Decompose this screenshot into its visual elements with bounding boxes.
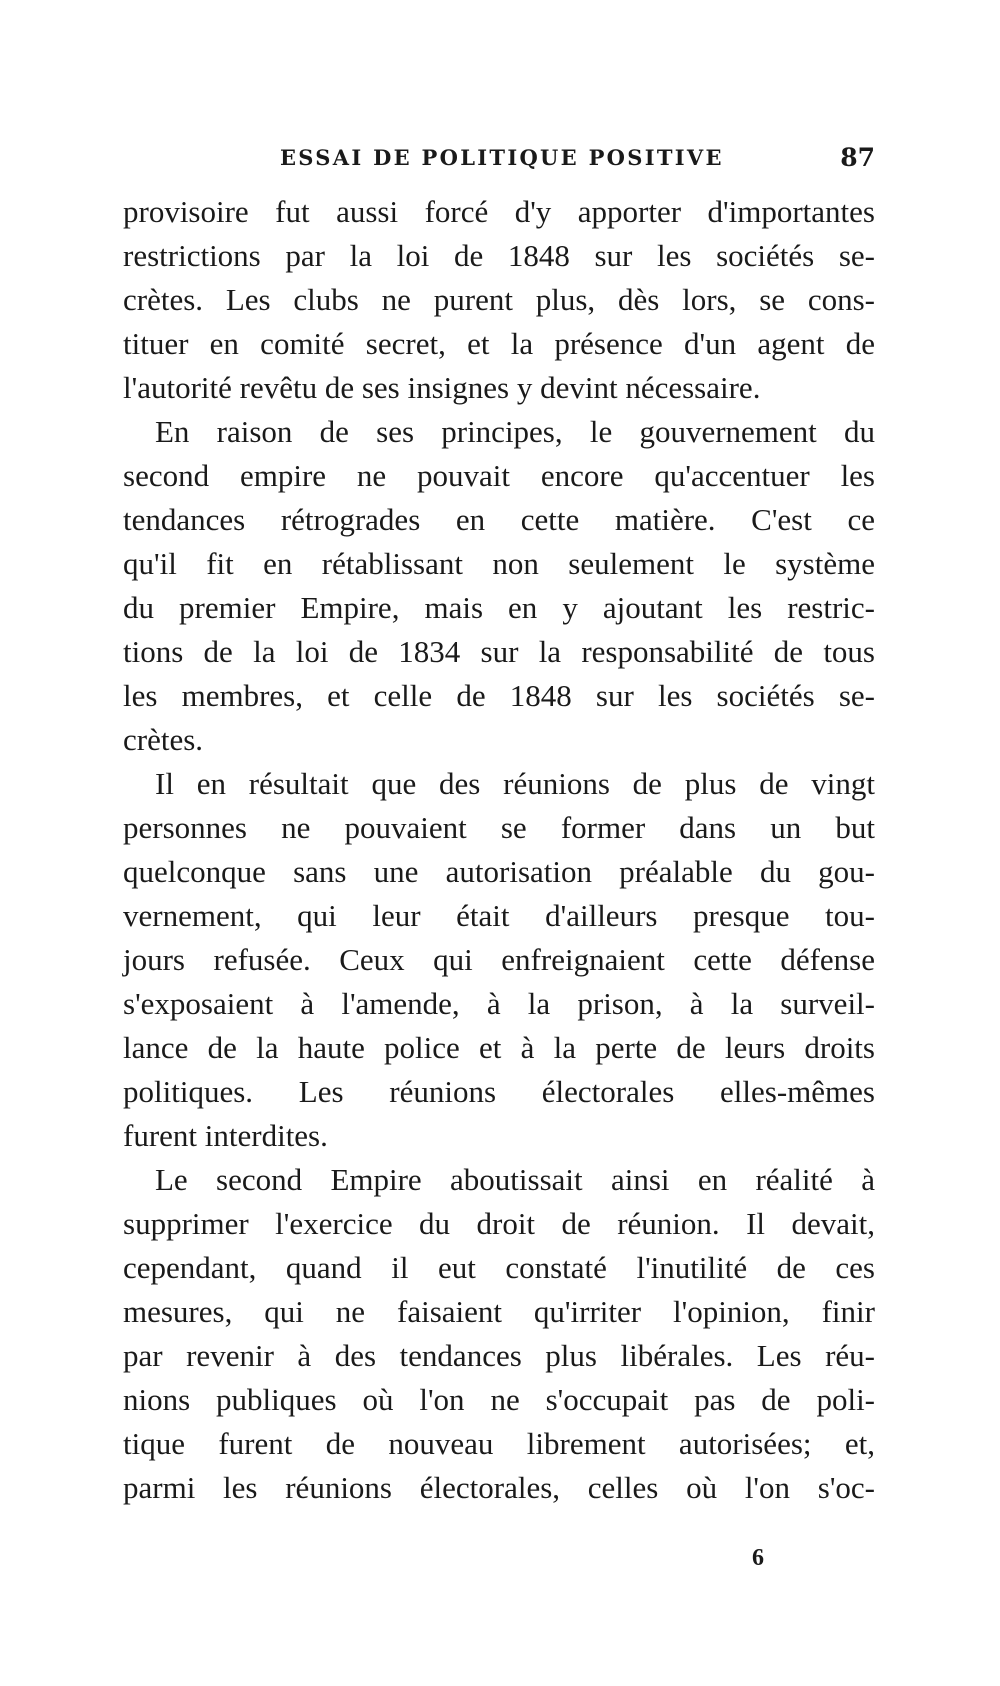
signature-mark: 6 [752, 1545, 764, 1571]
text-line: personnes ne pouvaient se former dans un but [123, 810, 875, 845]
text-line: restrictions par la loi de 1848 sur les sociétés se- [123, 238, 875, 273]
text-line: crètes. Les clubs ne purent plus, dès lors, se cons- [123, 282, 875, 317]
text-line: lance de la haute police et à la perte de leurs droits [123, 1030, 875, 1065]
text-line: Il en résultait que des réunions de plus de vingt [155, 766, 875, 801]
text-line: En raison de ses principes, le gouvernement du [155, 414, 875, 449]
text-line: mesures, qui ne faisaient qu'irriter l'opinion, finir [123, 1294, 875, 1329]
page-number: 87 [840, 143, 875, 172]
text-line: tituer en comité secret, et la présence d'un agent de [123, 326, 875, 361]
text-line: supprimer l'exercice du droit de réunion. Il devait, [123, 1206, 875, 1241]
text-line: tique furent de nouveau librement autorisées; et, [123, 1426, 875, 1461]
text-line: par revenir à des tendances plus libérales. Les réu- [123, 1338, 875, 1373]
text-line: l'autorité revêtu de ses insignes y devint nécessaire. [123, 370, 761, 405]
text-line: vernement, qui leur était d'ailleurs presque tou- [123, 898, 875, 933]
text-line: second empire ne pouvait encore qu'accentuer les [123, 458, 875, 493]
text-line: politiques. Les réunions électorales elles-mêmes [123, 1074, 875, 1109]
text-line: tendances rétrogrades en cette matière. C'est ce [123, 502, 875, 537]
text-line: qu'il fit en rétablissant non seulement le système [123, 546, 875, 581]
text-line: tions de la loi de 1834 sur la responsabilité de tous [123, 634, 875, 669]
text-line: les membres, et celle de 1848 sur les sociétés se- [123, 678, 875, 713]
text-line: furent interdites. [123, 1118, 328, 1153]
text-line: nions publiques où l'on ne s'occupait pas de poli- [123, 1382, 875, 1417]
text-line: s'exposaient à l'amende, à la prison, à la surveil- [123, 986, 875, 1021]
text-body [123, 190, 875, 1510]
text-line: jours refusée. Ceux qui enfreignaient cette défense [123, 942, 875, 977]
running-head [123, 143, 875, 177]
running-title: ESSAI DE POLITIQUE POSITIVE [280, 145, 724, 170]
text-line: parmi les réunions électorales, celles où l'on s'oc- [123, 1470, 875, 1505]
text-line: crètes. [123, 722, 204, 757]
text-line: quelconque sans une autorisation préalable du gou- [123, 854, 875, 889]
text-line: cependant, quand il eut constaté l'inutilité de ces [123, 1250, 875, 1285]
text-line: provisoire fut aussi forcé d'y apporter d'importantes [123, 194, 875, 229]
text-line: Le second Empire aboutissait ainsi en réalité à [155, 1162, 875, 1197]
text-line: du premier Empire, mais en y ajoutant les restric- [123, 590, 875, 625]
